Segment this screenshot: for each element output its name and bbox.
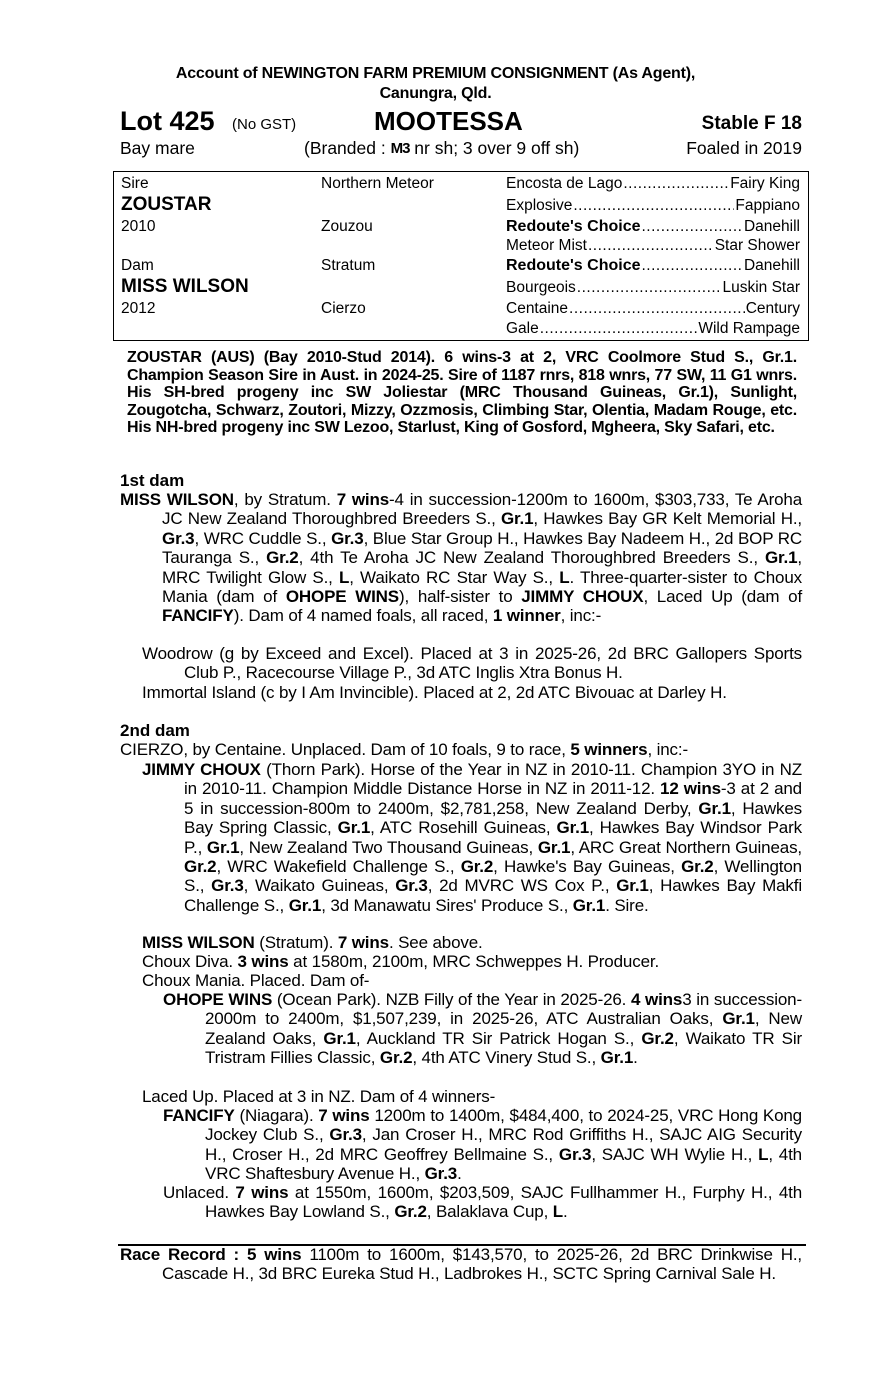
bold-text: Gr.3 — [211, 876, 244, 896]
progeny-entry — [142, 971, 802, 990]
bold-text: Race Record : 5 wins — [120, 1245, 302, 1264]
grandparent-row: Redoute's Choice ..... Danehill — [506, 218, 800, 236]
bold-text: Gr.1 — [556, 818, 589, 838]
consignor-line-2: Canungra, Qld. — [379, 85, 492, 102]
progeny-entry — [142, 952, 802, 971]
bold-text: Gr.1 — [537, 837, 571, 857]
bold-text: Gr.2 — [379, 1048, 413, 1068]
text-run: , by Stratum. — [233, 490, 337, 509]
bold-text: L — [559, 567, 570, 587]
text-run: Woodrow (g by Exceed and Excel). Placed at 3 in 2025-26, 2d BRC Gallopers Sports Club P., Racecourse Village P., 3d ATC Inglis Xtra Bonus H. — [142, 644, 802, 683]
bold-text: 7 wins — [235, 1183, 289, 1202]
bold-text: L — [338, 567, 350, 587]
text-run: , 4th ATC Vinery Stud S., — [412, 1048, 601, 1068]
first-dam-heading: 1st dam — [120, 471, 185, 490]
text-run: -4 in succession-1200m to 1600m, $303,733, Te Aroha JC New Zealand Thoroughbred Breeders S., — [162, 490, 802, 529]
text-run: , 4th VRC Shaftesbury Avenue H., — [205, 1144, 802, 1184]
text-run: , Hawkes Bay Makfi Challenge S., — [184, 876, 802, 915]
grandparent-row: Bourgeois ..... Luskin Star — [506, 279, 800, 297]
text-run: ). Dam of 4 named foals, all raced, — [233, 606, 493, 626]
bold-text: 12 wins — [660, 779, 721, 799]
text-run: , MRC Twilight Glow S., — [162, 548, 802, 587]
bold-text: Gr.1 — [616, 876, 649, 896]
sire-year: 2010 — [121, 218, 156, 235]
bold-text: FANCIFY — [162, 606, 234, 626]
grand-progeny-entry — [163, 1183, 803, 1222]
bold-text: 7 wins — [336, 490, 390, 509]
text-run: , Auckland TR Sir Patrick Hogan S., — [355, 1028, 642, 1048]
brand-mark: M3 — [390, 140, 410, 157]
text-run: , WRC Cuddle S., — [194, 528, 332, 548]
bold-text: Gr.1 — [722, 1009, 755, 1029]
text-run: . — [563, 1202, 568, 1222]
grandparent-row: Gale ..... Wild Rampage — [506, 320, 800, 338]
text-run: , Balaklava Cup, — [426, 1202, 553, 1222]
brand-suffix: nr sh; 3 over 9 off sh) — [409, 138, 580, 158]
bold-text: Gr.1 — [572, 895, 606, 915]
bold-text: 3 wins — [237, 952, 289, 971]
text-run: Choux Diva. — [142, 952, 238, 971]
text-run: . — [633, 1048, 638, 1068]
text-run: , Laced Up (dam of — [643, 587, 803, 607]
text-run: , 4th Te Aroha JC New Zealand Thoroughbred Breeders S., — [298, 548, 765, 568]
dam-dam: Cierzo — [321, 300, 366, 317]
text-run: (Thorn Park). Horse of the Year in NZ in 2010-11. Champion 3YO in NZ in 2010-11. Champion Middle Distance Horse in NZ in 2011-12. — [184, 760, 802, 799]
bold-text: Gr.1 — [323, 1028, 356, 1048]
text-run: , inc:- — [560, 606, 602, 626]
text-run: , SAJC WH Wylie H., — [591, 1144, 759, 1164]
text-run: . Sire. — [605, 895, 649, 915]
text-run: 3 in succession-2000m to 2400m, $1,507,239, in 2025-26, ATC Australian Oaks, — [205, 990, 802, 1029]
text-run: ), half-sister to — [399, 587, 522, 607]
text-run: , ARC Great Northern Guineas, — [570, 837, 802, 857]
bold-text: Gr.3 — [329, 1125, 362, 1145]
text-run: Laced Up. Placed at 3 in NZ. Dam of 4 winners- — [142, 1087, 496, 1106]
lot-number: Lot 425 — [120, 106, 215, 136]
bold-text: Gr.1 — [206, 837, 240, 857]
text-run: , Waikato RC Star Way S., — [349, 567, 560, 587]
text-run: . — [457, 1164, 462, 1184]
dam-name: MISS WILSON — [121, 276, 249, 297]
text-run: -3 at 2 and 5 in succession-800m to 2400m, $2,781,258, New Zealand Derby, — [184, 779, 802, 818]
bold-text: 4 wins — [630, 990, 683, 1009]
dam-year: 2012 — [121, 300, 156, 317]
text-run: , Waikato Guineas, — [243, 876, 396, 896]
second-dam-paragraph — [120, 740, 802, 759]
progeny-entry — [142, 1087, 802, 1106]
bold-text: FANCIFY — [163, 1106, 235, 1125]
bold-text: 5 winners — [570, 740, 648, 759]
grandparent-row: Explosive ..... Fappiano — [506, 197, 800, 215]
first-dam-paragraph — [120, 490, 803, 626]
text-run: . See above. — [388, 933, 483, 952]
text-run: , New Zealand Oaks, — [205, 1009, 802, 1048]
text-run: Choux Mania. Placed. Dam of- — [142, 971, 370, 990]
progeny-entry — [142, 760, 802, 915]
bold-text: Gr.1 — [288, 895, 322, 915]
bold-text: MISS WILSON — [142, 933, 255, 952]
bold-text: Gr.2 — [460, 857, 494, 877]
race-record — [120, 1245, 802, 1284]
text-run: (Ocean Park). NZB Filly of the Year in 2025-26. — [272, 990, 631, 1009]
bold-text: Gr.2 — [641, 1028, 674, 1048]
text-run: , Hawke's Bay Guineas, — [493, 857, 682, 877]
sire-sire: Northern Meteor — [321, 175, 434, 192]
text-run: at 1580m, 2100m, MRC Schweppes H. Producer. — [288, 952, 660, 971]
bold-text: Gr.1 — [600, 1048, 634, 1068]
grand-progeny-entry — [163, 1106, 802, 1184]
progeny-entry — [142, 933, 802, 952]
bold-text: Gr.1 — [337, 818, 371, 838]
bold-text: Gr.2 — [394, 1202, 427, 1222]
text-run: 1100m to 1600m, $143,570, to 2025-26, 2d BRC Drinkwise H., Cascade H., 3d BRC Eureka Stud H., Ladbrokes H., SCTC Spring Carnival Sale H. — [162, 1245, 802, 1284]
bold-text: 7 wins — [318, 1106, 370, 1125]
text-run: , ATC Rosehill Guineas, — [370, 818, 557, 838]
text-run: Unlaced. — [163, 1183, 236, 1202]
text-run: , Wellington S., — [184, 857, 802, 896]
bold-text: Gr.2 — [681, 857, 714, 877]
lot-subline — [120, 138, 802, 160]
bold-text: MISS WILSON — [120, 490, 234, 509]
consignor-line-1: Account of NEWINGTON FARM PREMIUM CONSIGNMENT (As Agent), — [175, 65, 696, 82]
foaled-year: Foaled in 2019 — [686, 138, 802, 158]
bold-text: OHOPE WINS — [285, 587, 399, 607]
bold-text: Gr.2 — [266, 548, 299, 568]
bold-text: Gr.1 — [698, 798, 731, 818]
bold-text: Gr.2 — [184, 857, 217, 877]
text-run: , Hawkes Bay Spring Classic, — [184, 798, 802, 838]
bold-text: Gr.3 — [424, 1164, 458, 1184]
grandparent-row: Centaine ..... Century — [506, 300, 800, 318]
sire-summary: ZOUSTAR (AUS) (Bay 2010-Stud 2014). 6 wins-3 at 2, VRC Coolmore Stud S., Gr.1. Champion Season Sire in Aust. in 2024-25. Sire of 1187 rnrs, 818 wnrs, 77 SW, 11 G1 wnrs. His SH-bred progeny inc SW Joliestar (MRC Thousand Guineas, Gr.1), Sunlight, Zougotcha, Schwarz, Zoutori, Mizzy, Ozzmosis, Climbing Star, Olentia, Madam Rouge, etc. His NH-bred progeny inc SW Lezoo, Starlust, King of Gosford, Mgheera, Sky Safari, etc. — [127, 349, 797, 436]
text-run: 1200m to 1400m, $484,400, to 2024-25, VRC Hong Kong Jockey Club S., — [205, 1106, 802, 1145]
progeny-entry — [142, 683, 802, 702]
text-run: , Hawkes Bay Windsor Park P., — [184, 818, 802, 857]
text-run: . Three-quarter-sister to Choux Mania (dam of — [162, 567, 803, 607]
text-run: (Stratum). — [254, 933, 338, 952]
bold-text: JIMMY CHOUX — [521, 587, 644, 607]
stable-location: Stable F 18 — [701, 113, 802, 134]
pedigree-table — [113, 171, 809, 341]
bold-text: Gr.3 — [162, 528, 195, 548]
dam-sire: Stratum — [321, 257, 376, 274]
lot-line — [120, 106, 802, 138]
bold-text: Gr.3 — [331, 528, 364, 548]
bold-text: Gr.1 — [764, 548, 798, 568]
text-run: , Jan Croser H., MRC Rod Griffiths H., SAJC AIG Security H., Croser H., 2d MRC Geoffrey Bellmaine S., — [205, 1125, 802, 1164]
text-run: , Waikato TR Sir Tristram Fillies Classic, — [205, 1028, 802, 1068]
text-run: (Niagara). — [234, 1106, 319, 1125]
bold-text: L — [758, 1144, 769, 1164]
grandparent-row: Redoute's Choice ..... Danehill — [506, 257, 800, 275]
text-run: at 1550m, 1600m, $203,509, SAJC Fullhammer H., Furphy H., 4th Hawkes Bay Lowland S., — [205, 1183, 803, 1222]
bold-text: 7 wins — [337, 933, 389, 952]
text-run: , Blue Star Group H., Hawkes Bay Nadeem H., 2d BOP RC Tauranga S., — [162, 528, 802, 568]
bold-text: Gr.3 — [395, 876, 428, 896]
text-run: , 2d MVRC WS Cox P., — [427, 876, 617, 896]
sire-dam: Zouzou — [321, 218, 373, 235]
text-run: , 3d Manawatu Sires' Produce S., — [321, 895, 573, 915]
bold-text: Gr.1 — [500, 509, 534, 529]
text-run: , Hawkes Bay GR Kelt Memorial H., — [533, 509, 802, 529]
text-run: CIERZO, by Centaine. Unplaced. Dam of 10 foals, 9 to race, — [120, 740, 571, 759]
text-run: , New Zealand Two Thousand Guineas, — [239, 837, 538, 857]
bold-text: L — [552, 1202, 563, 1222]
grandparent-row: Meteor Mist ..... Star Shower — [506, 237, 800, 255]
sire-label: Sire — [121, 175, 149, 192]
consignor-heading — [0, 64, 871, 104]
gst-note: (No GST) — [232, 116, 297, 133]
bold-text: Gr.3 — [558, 1144, 592, 1164]
text-run: , inc:- — [647, 740, 688, 759]
progeny-entry — [142, 644, 802, 683]
bold-text: JIMMY CHOUX — [142, 760, 261, 779]
second-dam-heading: 2nd dam — [120, 721, 190, 740]
bold-text: 1 winner — [492, 606, 561, 626]
grand-progeny-entry — [163, 990, 802, 1068]
brand-description — [304, 138, 579, 159]
sire-name: ZOUSTAR — [121, 194, 212, 215]
text-run: , WRC Wakefield Challenge S., — [216, 857, 461, 877]
horse-description: Bay mare — [120, 138, 195, 158]
bold-text: OHOPE WINS — [163, 990, 273, 1009]
dam-label: Dam — [121, 257, 154, 274]
brand-prefix: (Branded : — [304, 138, 391, 158]
text-run: Immortal Island (c by I Am Invincible). Placed at 2, 2d ATC Bivouac at Darley H. — [142, 683, 727, 702]
horse-name: MOOTESSA — [374, 106, 523, 136]
grandparent-row: Encosta de Lago ..... Fairy King — [506, 175, 800, 193]
